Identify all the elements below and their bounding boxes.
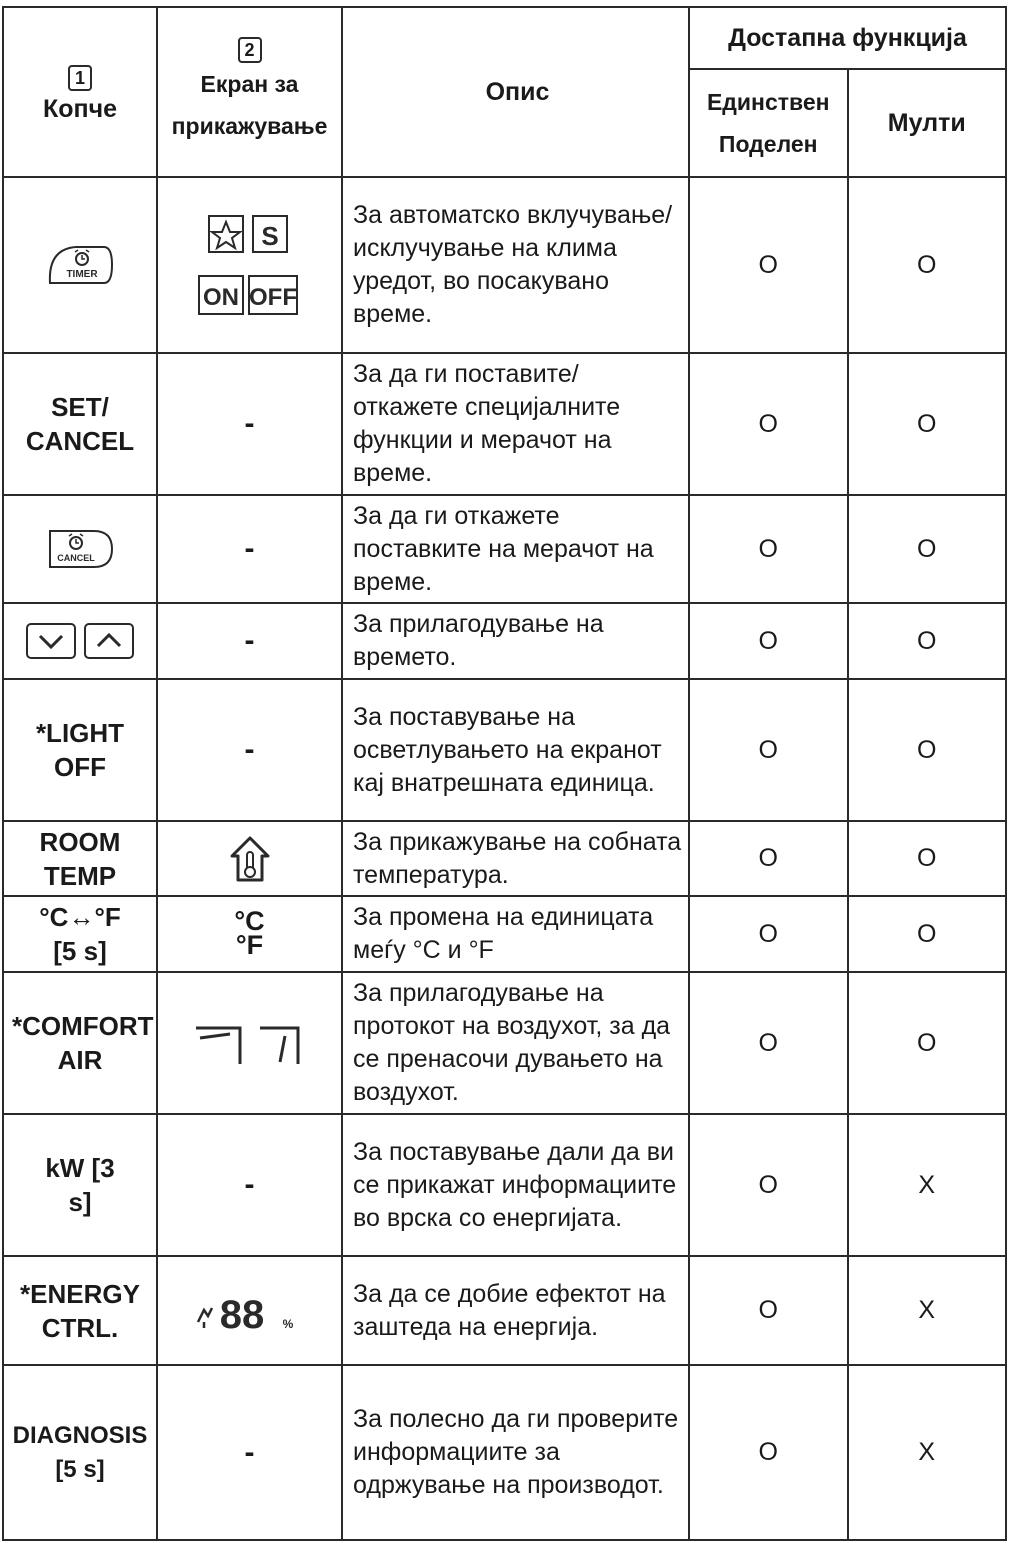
table-row [3,603,1006,679]
display-cell: - [157,679,342,821]
multi-value: X [848,1365,1007,1540]
single-split-value: O [689,1114,848,1256]
header-single-split: Единствен Поделен [689,69,848,177]
description-cell: За промена на единицата меѓу °C и °F [342,896,689,972]
single-split-value: O [689,353,848,495]
table-row [3,972,1006,1114]
display-cell: - [157,603,342,679]
table-row [3,1114,1006,1256]
description-cell: За прилагодување на протокот на воздухот, за да се пренасочи дувањето на воздухот. [342,972,689,1114]
display-cell [157,972,342,1114]
single-split-value: O [689,177,848,353]
button-cell: *ENERGY CTRL. [3,1256,157,1365]
comfort-air-vanes-icon [190,1018,310,1068]
multi-value: X [848,1256,1007,1365]
table-row [3,177,1006,353]
table-row [3,679,1006,821]
svg-text:88: 88 [219,1292,264,1336]
header-button-label: Копче [42,95,118,123]
multi-value: O [848,177,1007,353]
multi-value: O [848,603,1007,679]
header-available-function: Достапна функција [689,7,1006,69]
display-cell: - [157,1114,342,1256]
description-cell: За полесно да ги проверите информациите за одржување на производот. [342,1365,689,1540]
display-cell [157,1256,342,1365]
single-split-value: O [689,896,848,972]
cancel-button-icon [46,527,114,571]
header-display-label: Екран за прикажување [171,71,328,139]
celsius-fahrenheit-icon: °C °F [234,906,265,960]
single-split-value: O [689,972,848,1114]
description-cell: За да се добие ефектот на заштеда на енергија. [342,1256,689,1365]
button-cell: SET/ CANCEL [3,353,157,495]
display-cell: - [157,353,342,495]
energy-ctrl-display-icon [190,1286,310,1336]
button-cell: kW [3 s] [3,1114,157,1256]
table-row [3,1256,1006,1365]
button-cell: *COMFORT AIR [3,972,157,1114]
description-cell: За прикажување на собната температура. [342,821,689,896]
description-cell: За да ги поставите/ откажете специјалните функции и мерачот на време. [342,353,689,495]
multi-value: O [848,972,1007,1114]
table-row [3,495,1006,603]
description-cell: За да ги откажете поставките на мерачот на време. [342,495,689,603]
svg-text:TIMER: TIMER [66,269,98,280]
timer-button-icon [46,243,114,287]
room-thermometer-icon [228,834,272,884]
display-cell [157,177,342,353]
description-cell: За поставување на осветлувањето на екранот кај внатрешната единица. [342,679,689,821]
description-cell: За автоматско вклучување/ исклучување на клима уредот, во посакувано време. [342,177,689,353]
multi-value: O [848,679,1007,821]
display-cell: - [157,495,342,603]
timer-indicators-icon [195,210,305,320]
button-cell [3,177,157,353]
multi-value: O [848,896,1007,972]
table-row [3,896,1006,972]
header-multi: Мулти [848,69,1007,177]
multi-value: O [848,353,1007,495]
button-cell [3,603,157,679]
multi-value: O [848,821,1007,896]
button-cell: °C↔°F [5 s] [3,896,157,972]
single-split-value: O [689,495,848,603]
svg-text:ON: ON [202,284,239,311]
button-cell: *LIGHT OFF [3,679,157,821]
table-row [3,821,1006,896]
svg-text:%: % [282,1316,293,1331]
single-split-value: O [689,603,848,679]
display-cell: - [157,1365,342,1540]
description-cell: За поставување дали да ви се прикажат информациите во врска со енергијата. [342,1114,689,1256]
table-row [3,1365,1006,1540]
button-cell: ROOM TEMP [3,821,157,896]
single-split-value: O [689,679,848,821]
table-row [3,353,1006,495]
header-button-col [3,7,157,177]
multi-value: X [848,1114,1007,1256]
single-split-value: O [689,1365,848,1540]
button-cell [3,495,157,603]
functions-table [2,6,1007,1541]
single-split-value: O [689,1256,848,1365]
multi-value: O [848,495,1007,603]
number-one-icon: 1 [68,65,92,91]
svg-text:S: S [260,221,279,251]
button-cell: DIAGNOSIS [5 s] [3,1365,157,1540]
display-cell [157,821,342,896]
svg-text:OFF: OFF [248,284,297,311]
number-two-icon: 2 [238,37,262,63]
display-cell [157,896,342,972]
header-description-col: Опис [342,7,689,177]
single-split-value: O [689,821,848,896]
svg-text:CANCEL: CANCEL [57,553,95,563]
description-cell: За прилагодување на времето. [342,603,689,679]
header-display-col [157,7,342,177]
up-down-arrows-icon [24,621,136,661]
